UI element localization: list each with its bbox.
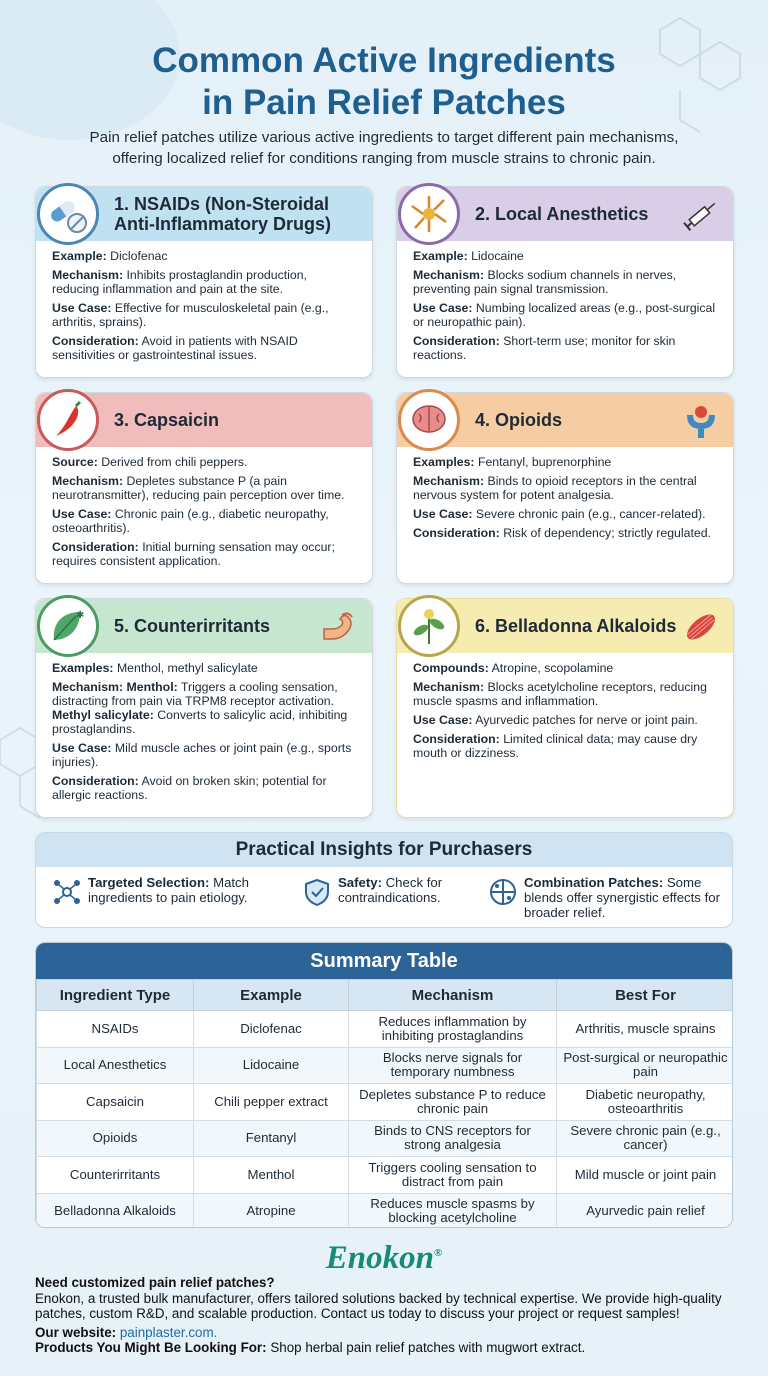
- card-row: Consideration: Initial burning sensation may occur; requires consistent application.: [52, 540, 335, 568]
- receptor-icon: [681, 403, 721, 439]
- table-cell: Atropine: [194, 1193, 349, 1228]
- table-row: [37, 1120, 734, 1157]
- card-row: Use Case: Severe chronic pain (e.g., cancer-related).: [413, 507, 706, 521]
- card-row: Example: Lidocaine: [413, 249, 524, 263]
- card-row: Mechanism: Blocks sodium channels in nerves, preventing pain signal transmission.: [413, 268, 677, 296]
- card-row: Example: Diclofenac: [52, 249, 168, 263]
- card-title: 6. Belladonna Alkaloids: [475, 616, 677, 636]
- table-cell: Post-surgical or neuropathic pain: [557, 1047, 734, 1084]
- table-cell: Fentanyl: [194, 1120, 349, 1157]
- card-header: [36, 393, 372, 447]
- card-row: Consideration: Avoid in patients with NSAID sensitivities or gastrointestinal issues.: [52, 334, 298, 362]
- table-cell: Triggers cooling sensation to distract from pain: [349, 1157, 557, 1194]
- card-row: Mechanism: Menthol: Triggers a cooling sensation, distracting from pain via TRPM8 receptor activation. Methyl salicylate: Converts to salicylic acid, inhibiting prostaglandins.: [52, 680, 348, 736]
- table-cell: Blocks nerve signals for temporary numbness: [349, 1047, 557, 1084]
- syringe-icon: [681, 197, 721, 233]
- footer: [35, 1275, 755, 1356]
- card-opioids: [396, 392, 734, 584]
- card-local-anesthetics: [396, 186, 734, 378]
- table-row: [37, 1157, 734, 1194]
- card-header: [36, 187, 372, 241]
- pill-capsule-icon: [37, 183, 99, 245]
- network-nodes-icon: [52, 877, 82, 907]
- table-cell: Menthol: [194, 1157, 349, 1194]
- mint-leaf-icon: [37, 595, 99, 657]
- card-row: Use Case: Mild muscle aches or joint pain (e.g., sports injuries).: [52, 741, 352, 769]
- brain-icon: [398, 389, 460, 451]
- card-header: [397, 187, 733, 241]
- combination-puzzle-icon: [488, 877, 518, 907]
- table-cell: Opioids: [37, 1120, 194, 1157]
- column-header: Ingredient Type: [37, 980, 194, 1011]
- card-capsaicin: [35, 392, 373, 584]
- table-cell: Chili pepper extract: [194, 1084, 349, 1121]
- card-title: 5. Counterirritants: [114, 616, 271, 636]
- column-header: Mechanism: [349, 980, 557, 1011]
- card-row: Examples: Menthol, methyl salicylate: [52, 661, 258, 675]
- table-cell: Mild muscle or joint pain: [557, 1157, 734, 1194]
- card-header: [36, 599, 372, 653]
- column-header: Example: [194, 980, 349, 1011]
- nerve-cell-icon: [398, 183, 460, 245]
- card-row: Source: Derived from chili peppers.: [52, 455, 248, 469]
- card-title: 3. Capsaicin: [114, 410, 220, 430]
- page-title: Common Active Ingredients in Pain Relief Patches: [152, 41, 616, 122]
- table-cell: Arthritis, muscle sprains: [557, 1011, 734, 1048]
- card-title: 1. NSAIDs (Non-Steroidal Anti-Inflammatory Drugs): [114, 194, 332, 234]
- footer-body: Enokon, a trusted bulk manufacturer, offers tailored solutions backed by technical expertise. We provide high-quality patches, custom R&D, and scalable production. Contact us today to discuss your project or request samples!: [35, 1290, 722, 1321]
- table-cell: Severe chronic pain (e.g., cancer): [557, 1120, 734, 1157]
- table-row: [37, 1047, 734, 1084]
- card-header: [397, 393, 733, 447]
- table-header-row: [37, 980, 734, 1011]
- footer-question: Need customized pain relief patches?: [35, 1275, 275, 1290]
- card-body: [397, 447, 733, 553]
- column-header: Best For: [557, 980, 734, 1011]
- table-row: [37, 1011, 734, 1048]
- brand-logo: Enokon®: [325, 1240, 443, 1276]
- table-cell: NSAIDs: [37, 1011, 194, 1048]
- card-row: Mechanism: Binds to opioid receptors in the central nervous system for potent analgesia.: [413, 474, 697, 502]
- card-body: [397, 653, 733, 773]
- card-row: Examples: Fentanyl, buprenorphine: [413, 455, 612, 469]
- card-row: Use Case: Chronic pain (e.g., diabetic neuropathy, osteoarthritis).: [52, 507, 329, 535]
- card-title: 2. Local Anesthetics: [475, 204, 649, 224]
- website-link[interactable]: painplaster.com.: [119, 1324, 218, 1340]
- card-body: [36, 241, 372, 375]
- muscle-fiber-icon: [681, 609, 721, 645]
- card-body: [36, 653, 372, 815]
- card-row: Compounds: Atropine, scopolamine: [413, 661, 614, 675]
- table-row: [37, 1193, 734, 1228]
- table-cell: Counterirritants: [37, 1157, 194, 1194]
- page-subtitle: Pain relief patches utilize various active ingredients to target different pain mechanisms, offering localized relief for conditions ranging from muscle strains to chronic pain.: [89, 129, 679, 167]
- table-cell: Ayurvedic pain relief: [557, 1193, 734, 1228]
- table-cell: Diabetic neuropathy, osteoarthritis: [557, 1084, 734, 1121]
- card-row: Use Case: Effective for musculoskeletal pain (e.g., arthritis, sprains).: [52, 301, 329, 329]
- card-title: 4. Opioids: [475, 410, 563, 430]
- card-nsaids: [35, 186, 373, 378]
- card-row: Use Case: Ayurvedic patches for nerve or joint pain.: [413, 713, 698, 727]
- card-row: Consideration: Short-term use; monitor for skin reactions.: [413, 334, 676, 362]
- card-body: [36, 447, 372, 581]
- card-row: Use Case: Numbing localized areas (e.g., post-surgical or neuropathic pain).: [413, 301, 716, 329]
- chili-pepper-icon: [37, 389, 99, 451]
- table-cell: Binds to CNS receptors for strong analgesia: [349, 1120, 557, 1157]
- card-body: [397, 241, 733, 375]
- table-cell: Diclofenac: [194, 1011, 349, 1048]
- table-cell: Local Anesthetics: [37, 1047, 194, 1084]
- table-cell: Reduces inflammation by inhibiting prostaglandins: [349, 1011, 557, 1048]
- card-row: Mechanism: Blocks acetylcholine receptors, reducing muscle spasms and inflammation.: [413, 680, 707, 708]
- flexed-arm-icon: [320, 609, 360, 645]
- svg-text:✱: ✱: [76, 610, 85, 621]
- card-row: Consideration: Limited clinical data; may cause dry mouth or dizziness.: [413, 732, 698, 760]
- insights-title: Practical Insights for Purchasers: [36, 833, 732, 867]
- table-cell: Capsaicin: [37, 1084, 194, 1121]
- summary-table: [36, 979, 733, 1228]
- table-cell: Lidocaine: [194, 1047, 349, 1084]
- shield-check-icon: [302, 877, 332, 907]
- table-row: [37, 1084, 734, 1121]
- practical-insights-panel: Practical Insights for Purchasers Targeted Selection: Match ingredients to pain etiology. Safety: Check for contraindications. Combination Patches: Some blends offer synergistic effects for broader relief.: [35, 832, 733, 928]
- card-row: Consideration: Risk of dependency; strictly regulated.: [413, 526, 711, 540]
- table-cell: Depletes substance P to reduce chronic pain: [349, 1084, 557, 1121]
- card-header: [397, 599, 733, 653]
- footer-website: Our website: painplaster.com.: [35, 1324, 218, 1340]
- herb-plant-icon: [398, 595, 460, 657]
- card-row: Mechanism: Inhibits prostaglandin production, reducing inflammation and pain at the site.: [52, 268, 307, 296]
- summary-table-panel: [35, 942, 733, 1228]
- table-cell: Belladonna Alkaloids: [37, 1193, 194, 1228]
- card-belladonna-alkaloids: [396, 598, 734, 818]
- card-counterirritants: [35, 598, 373, 818]
- table-cell: Reduces muscle spasms by blocking acetylcholine: [349, 1193, 557, 1228]
- card-row: Mechanism: Depletes substance P (a pain neurotransmitter), reducing pain perception over time.: [52, 474, 345, 502]
- summary-title: Summary Table: [36, 943, 732, 979]
- card-row: Consideration: Avoid on broken skin; potential for allergic reactions.: [52, 774, 327, 802]
- footer-products: Products You Might Be Looking For: Shop herbal pain relief patches with mugwort extract.: [35, 1340, 586, 1355]
